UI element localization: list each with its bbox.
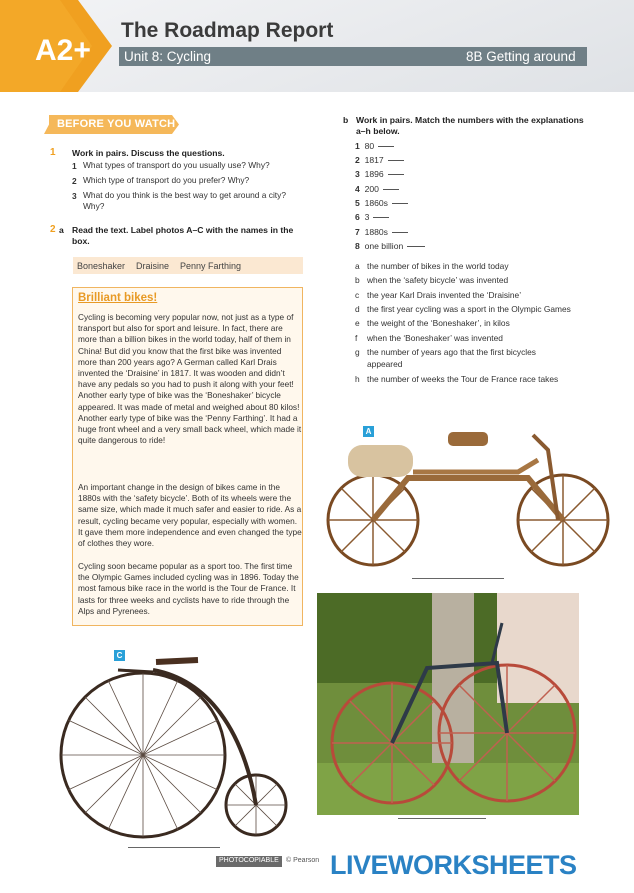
penny-farthing-photo xyxy=(58,650,288,845)
explanation-text: the number of weeks the Tour de France race takes xyxy=(367,374,559,384)
match-number-row: 7 1880s xyxy=(355,227,408,237)
article-paragraph-3: Cycling soon became popular as a sport too. The first time the Olympic Games included cycling was in 1896. Today the most famous bike race in the world is the Tour de France. It lasts for three weeks and cyclists have to ride through the Alps and Pyrenees. xyxy=(78,561,299,616)
exercise-2a-letter: a xyxy=(59,225,64,235)
exercise-1-number: 1 xyxy=(50,147,56,158)
unit-label: Unit 8: Cycling xyxy=(124,49,212,64)
answer-blank[interactable] xyxy=(407,246,425,247)
match-number-row: 6 3 xyxy=(355,212,389,222)
level-badge xyxy=(0,0,112,92)
word-boneshaker: Boneshaker xyxy=(77,261,126,271)
photo-c-answer-line[interactable] xyxy=(128,847,220,848)
answer-blank[interactable] xyxy=(378,146,394,147)
exercise-2b-letter: b xyxy=(343,115,349,125)
question-number: 2 xyxy=(72,176,77,186)
answer-blank[interactable] xyxy=(388,160,404,161)
explanation-text: the number of bikes in the world today xyxy=(367,261,509,271)
exercise-1-instruction: Work in pairs. Discuss the questions. xyxy=(72,148,225,158)
explanation-letter: h xyxy=(355,374,360,384)
exercise-2-number: 2 xyxy=(50,224,56,235)
match-number-row: 5 1860s xyxy=(355,198,408,208)
explanation-letter: e xyxy=(355,318,360,328)
boneshaker-photo xyxy=(317,593,579,815)
explanation-letter: f xyxy=(355,333,358,343)
lesson-label: 8B Getting around xyxy=(466,49,576,64)
explanation-letter: g xyxy=(355,347,360,357)
photo-a-answer-line[interactable] xyxy=(412,578,504,579)
explanation-letter: c xyxy=(355,290,360,300)
explanation-letter: a xyxy=(355,261,360,271)
liveworksheets-logo[interactable]: LIVEWORKSHEETS xyxy=(330,850,577,880)
word-penny-farthing: Penny Farthing xyxy=(180,261,242,271)
word-draisine: Draisine xyxy=(136,261,170,271)
match-number-row: 2 1817 xyxy=(355,155,404,165)
article-paragraph-1: Cycling is becoming very popular now, not just as a type of transport but also for sport and leisure. In fact, there are more than a billion bikes in the world today, half of them in China! But did you know that the first bike was invented more than 200 years ago? A German called Karl Drais invented the ‘Draisine’ in 1817. It was wooden and didn’t have any pedals so you had to push it along with your feet! Another early type of bike was the ‘Boneshaker’ bicycle appeared. It was made of metal and weighed about 80 kilos! Another early type of bike was the ‘Penny Farthing’. It had a huge front wheel and a very small back wheel, which made it quite dangerous to ride! xyxy=(78,312,302,446)
copyright-label: © Pearson xyxy=(286,857,320,864)
match-number-row: 4 200 xyxy=(355,184,399,194)
explanation-text: the first year cycling was a sport in the Olympic Games xyxy=(367,304,571,314)
explanation-text: when the ‘safety bicycle’ was invented xyxy=(367,275,509,285)
article-paragraph-2: An important change in the design of bikes came in the 1880s with the ‘safety bicycle’. Both of its wheels were the same size, which made it much safer and easier to ride. As a result, cycling became very popular, especially with women. It gave them more independence and even changed the type of clothes they wore. xyxy=(78,482,302,549)
explanation-text: the weight of the ‘Boneshaker’, in kilos xyxy=(367,318,510,328)
answer-blank[interactable] xyxy=(392,203,408,204)
badge-text: A2+ xyxy=(35,34,91,67)
explanation-letter: b xyxy=(355,275,360,285)
match-number-row: 1 80 xyxy=(355,141,394,151)
photo-a-label: A xyxy=(363,426,374,437)
question-text: What types of transport do you usually use? Why? xyxy=(83,160,270,170)
answer-blank[interactable] xyxy=(392,232,408,233)
photo-b-answer-line[interactable] xyxy=(398,818,486,819)
explanation-text: when the ‘Boneshaker’ was invented xyxy=(367,333,503,343)
answer-blank[interactable] xyxy=(373,217,389,218)
photocopiable-label: PHOTOCOPIABLE xyxy=(219,857,279,864)
match-number-row: 3 1896 xyxy=(355,169,404,179)
match-number-row: 8 one billion xyxy=(355,241,425,251)
explanation-letter: d xyxy=(355,304,360,314)
question-text: Which type of transport do you prefer? Why? xyxy=(83,175,250,185)
question-number: 1 xyxy=(72,161,77,171)
section-tag-label: BEFORE YOU WATCH xyxy=(57,118,176,130)
explanation-text: the year Karl Drais invented the ‘Draisine’ xyxy=(367,290,522,300)
explanation-text: the number of years ago that the first bicycles appeared xyxy=(367,347,536,369)
question-text: What do you think is the best way to get around a city? Why? xyxy=(83,190,286,211)
photo-c-label: C xyxy=(114,650,125,661)
page-title: The Roadmap Report xyxy=(121,19,334,42)
answer-blank[interactable] xyxy=(388,174,404,175)
draisine-photo xyxy=(318,420,618,570)
exercise-2b-instruction: Work in pairs. Match the numbers with the explanations a–h below. xyxy=(356,115,584,136)
answer-blank[interactable] xyxy=(383,189,399,190)
article-title: Brilliant bikes! xyxy=(78,292,158,304)
exercise-2a-instruction: Read the text. Label photos A–C with the names in the box. xyxy=(72,225,294,246)
question-number: 3 xyxy=(72,191,77,201)
